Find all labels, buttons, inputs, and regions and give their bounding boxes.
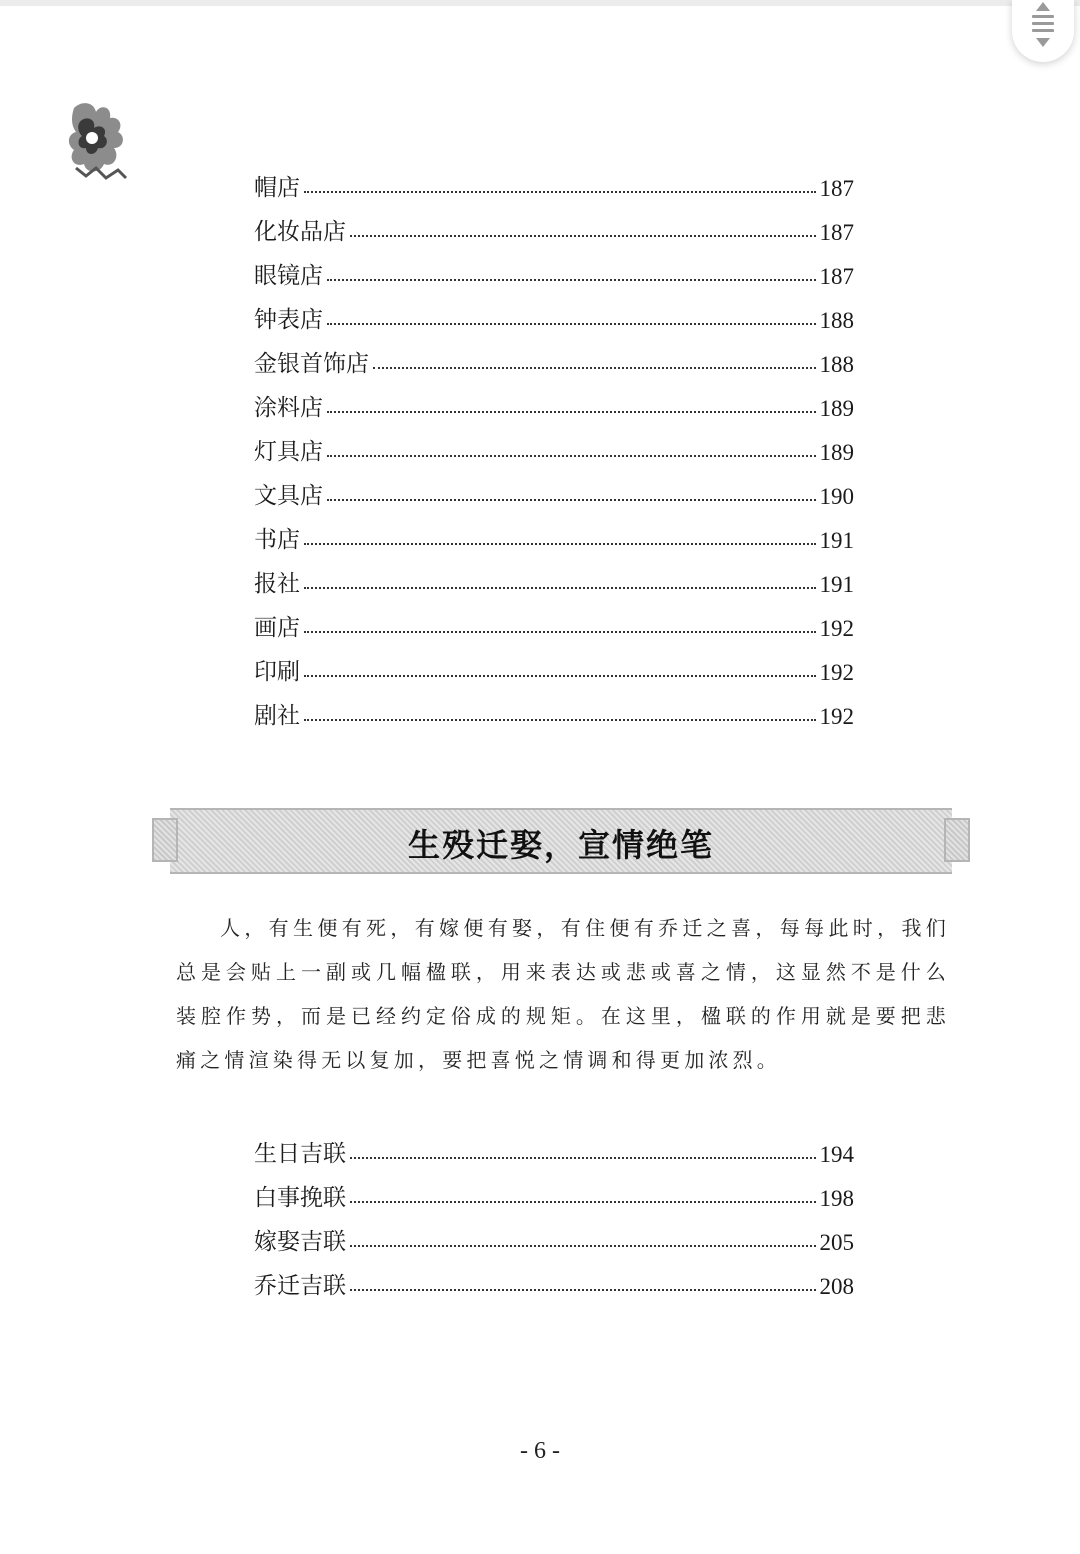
toc-leader <box>304 674 816 677</box>
toc-row[interactable] <box>254 378 854 422</box>
toc-page: 191 <box>819 572 854 597</box>
scroll-down-icon[interactable] <box>1036 38 1050 47</box>
viewer-top-strip <box>0 0 1080 6</box>
toc-leader <box>350 1156 816 1159</box>
toc-leader <box>304 630 816 633</box>
toc-label: 眼镜店 <box>254 263 323 289</box>
scroll-grip-line <box>1032 15 1054 18</box>
toc-list-top <box>254 158 854 730</box>
toc-label: 报社 <box>254 571 300 597</box>
toc-row[interactable] <box>254 246 854 290</box>
toc-page: 189 <box>819 440 854 465</box>
toc-label: 帽店 <box>254 175 300 201</box>
toc-row[interactable] <box>254 510 854 554</box>
section-intro: 人，有生便有死，有嫁便有娶，有住便有乔迁之喜，每每此时，我们总是会贴上一副或几幅楹联，用来表达或悲或喜之情，这显然不是什么装腔作势，而是已经约定俗成的规矩。在这里，楹联的作用就是要把悲痛之情渲染得无以复加，要把喜悦之情调和得更加浓烈。 <box>176 916 950 1072</box>
toc-page: 194 <box>819 1142 854 1167</box>
scroll-grip-line <box>1032 22 1054 25</box>
toc-page: 198 <box>819 1186 854 1211</box>
scroll-up-icon[interactable] <box>1036 2 1050 11</box>
toc-page: 187 <box>819 264 854 289</box>
toc-row[interactable] <box>254 466 854 510</box>
page-number: - 6 - <box>520 1438 560 1464</box>
toc-leader <box>304 190 816 193</box>
toc-row[interactable] <box>254 554 854 598</box>
corner-ornament-icon <box>66 98 132 182</box>
section-banner <box>152 804 970 874</box>
toc-leader <box>327 498 816 501</box>
toc-page: 192 <box>819 704 854 729</box>
scroll-grip-line <box>1032 29 1054 32</box>
toc-leader <box>327 410 816 413</box>
toc-leader <box>304 718 816 721</box>
toc-leader <box>373 366 816 369</box>
toc-label: 文具店 <box>254 483 323 509</box>
toc-row[interactable] <box>254 334 854 378</box>
toc-label: 生日吉联 <box>254 1141 346 1167</box>
toc-leader <box>327 454 816 457</box>
toc-row[interactable] <box>254 598 854 642</box>
toc-label: 印刷 <box>254 659 300 685</box>
toc-page: 205 <box>819 1230 854 1255</box>
toc-row[interactable] <box>254 642 854 686</box>
toc-leader <box>327 322 816 325</box>
toc-page: 190 <box>819 484 854 509</box>
toc-row[interactable] <box>254 290 854 334</box>
toc-label: 灯具店 <box>254 439 323 465</box>
toc-page: 192 <box>819 660 854 685</box>
toc-page: 188 <box>819 352 854 377</box>
toc-leader <box>304 542 816 545</box>
toc-page: 187 <box>819 220 854 245</box>
toc-leader <box>350 234 816 237</box>
toc-label: 金银首饰店 <box>254 351 369 377</box>
section-title: 生殁迁娶，宣情绝笔 <box>407 826 714 864</box>
toc-label: 钟表店 <box>254 307 323 333</box>
toc-page: 192 <box>819 616 854 641</box>
toc-label: 白事挽联 <box>254 1185 346 1211</box>
toc-leader <box>327 278 816 281</box>
toc-leader <box>350 1200 816 1203</box>
toc-row[interactable] <box>254 1124 854 1168</box>
toc-row[interactable] <box>254 158 854 202</box>
toc-row[interactable] <box>254 202 854 246</box>
toc-label: 化妆品店 <box>254 219 346 245</box>
toc-label: 画店 <box>254 615 300 641</box>
toc-leader <box>350 1244 816 1247</box>
toc-page: 187 <box>819 176 854 201</box>
toc-row[interactable] <box>254 1256 854 1300</box>
toc-label: 书店 <box>254 527 300 553</box>
toc-label: 乔迁吉联 <box>254 1273 346 1299</box>
toc-page: 208 <box>819 1274 854 1299</box>
toc-leader <box>304 586 816 589</box>
toc-row[interactable] <box>254 422 854 466</box>
toc-page: 191 <box>819 528 854 553</box>
toc-row[interactable] <box>254 1168 854 1212</box>
toc-label: 剧社 <box>254 703 300 729</box>
toc-label: 嫁娶吉联 <box>254 1229 346 1255</box>
toc-leader <box>350 1288 816 1291</box>
toc-page: 188 <box>819 308 854 333</box>
toc-page: 189 <box>819 396 854 421</box>
toc-label: 涂料店 <box>254 395 323 421</box>
scroll-handle-icon[interactable] <box>1012 0 1074 62</box>
toc-row[interactable] <box>254 1212 854 1256</box>
toc-row[interactable] <box>254 686 854 730</box>
toc-list-bottom <box>254 1124 854 1300</box>
